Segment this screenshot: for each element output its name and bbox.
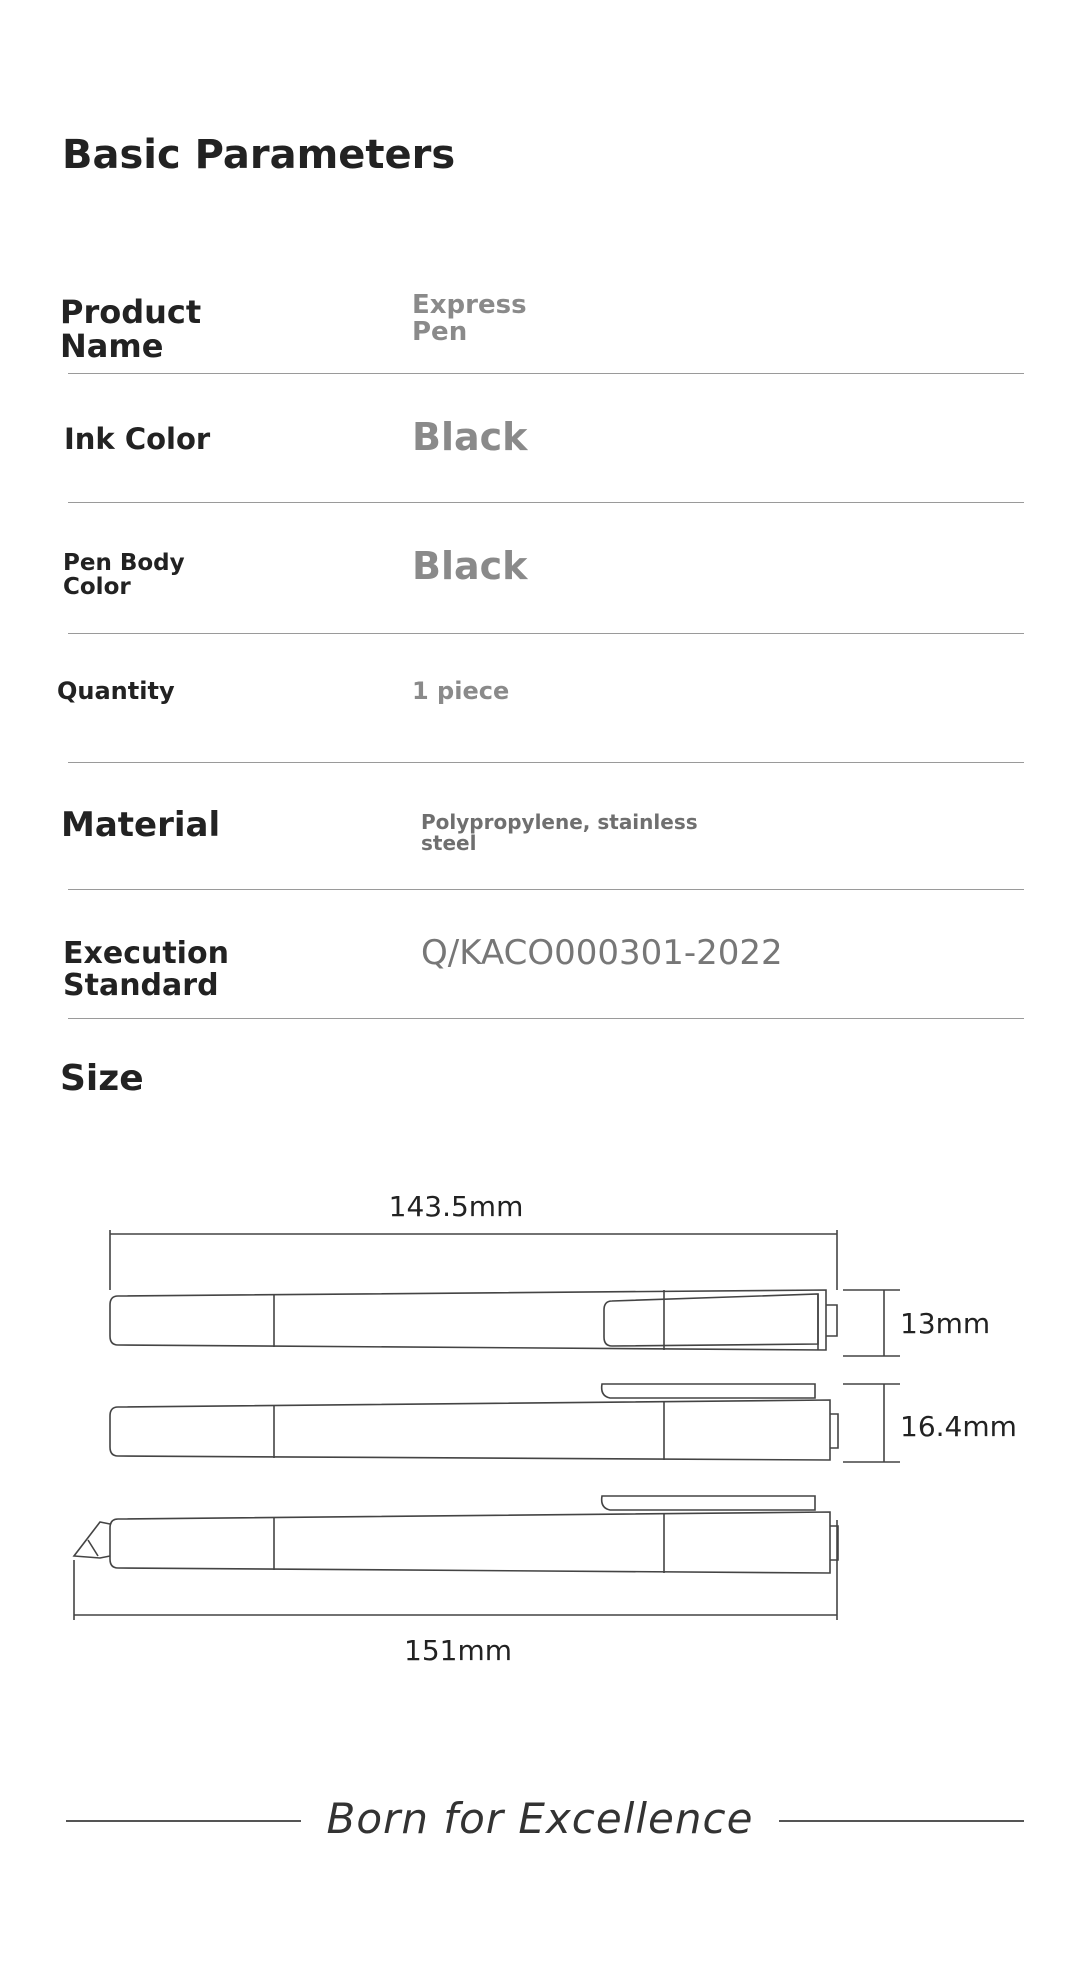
param-value-pen-body-color: Black	[412, 544, 528, 588]
pen-dimension-diagram	[0, 1160, 1080, 1680]
pen-capped-drawing	[110, 1290, 837, 1350]
divider	[68, 633, 1024, 634]
param-value-execution-standard: Q/KACO000301-2022	[421, 933, 783, 973]
param-value-quantity: 1 piece	[412, 677, 510, 705]
pen-open-drawing	[74, 1496, 838, 1573]
dim-height-clip: 16.4mm	[900, 1410, 1017, 1443]
divider	[68, 762, 1024, 763]
divider	[68, 889, 1024, 890]
size-heading: Size	[60, 1058, 144, 1099]
divider	[68, 373, 1024, 374]
param-value-ink-color: Black	[412, 415, 528, 459]
dim-length-capped: 143.5mm	[388, 1190, 524, 1223]
divider	[68, 1018, 1024, 1019]
param-value-product-name: Express Pen	[412, 290, 527, 348]
param-label-ink-color: Ink Color	[64, 422, 211, 456]
param-label-product-name: Product Name	[60, 293, 202, 365]
pen-clip-drawing	[110, 1384, 838, 1460]
page-title: Basic Parameters	[62, 132, 456, 178]
param-value-material: Polypropylene, stainless steel	[421, 810, 698, 855]
divider	[68, 502, 1024, 503]
param-label-pen-body-color: Pen Body Color	[63, 550, 185, 601]
param-label-execution-standard: Execution Standard	[63, 936, 229, 1003]
param-label-quantity: Quantity	[57, 677, 175, 705]
footer-slogan	[0, 1794, 1080, 1843]
dim-diameter: 13mm	[900, 1307, 991, 1340]
footer-slogan-text: Born for Excellence	[301, 1794, 780, 1843]
dim-length-open: 151mm	[404, 1634, 512, 1667]
param-label-material: Material	[61, 805, 221, 845]
